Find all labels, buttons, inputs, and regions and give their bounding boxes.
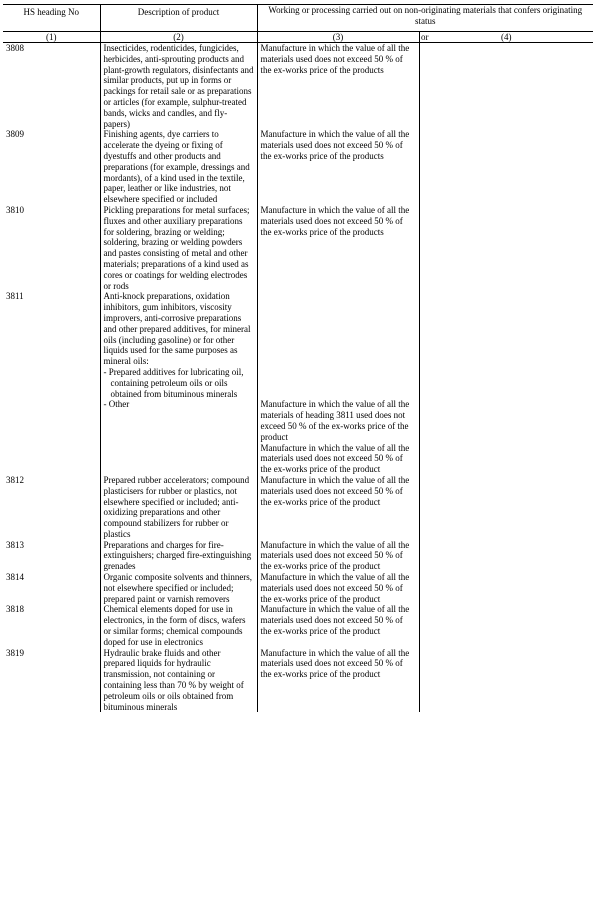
product-description: Hydraulic brake fluids and other prepared liquids for hydraulic transmission, not containing or containing less than 70 % by weight of petroleum oils or oils obtained from bituminous minerals [100,648,257,713]
hs-code: 3812 [6,474,24,485]
table-row [3,129,593,205]
alternative-rule [419,604,593,647]
origin-rules-table [3,4,593,712]
table-row [3,604,593,647]
hs-code: 3813 [6,539,24,550]
alternative-rule [419,205,593,291]
subitem-description: - Prepared additives for lubricating oil, containing petroleum oils or oils obtained from bituminous minerals [103,366,244,399]
column-number-4: (4) [419,32,593,43]
table-row [3,205,593,291]
subitem-description: - Other [103,399,130,410]
column-number-row [3,32,593,43]
processing-rule [257,291,419,475]
spacer [261,291,416,399]
processing-rule: Manufacture in which the value of all the materials used does not exceed 50 % of the ex-works price of the products [257,129,419,205]
hs-code: 3809 [6,129,24,140]
processing-rule: Manufacture in which the value of all the materials used does not exceed 50 % of the ex-works price of the product [257,540,419,572]
header-description: Description of product [100,5,257,32]
processing-rule: Manufacture in which the value of all the materials used does not exceed 50 % of the ex-works price of the product [257,648,419,713]
product-description: Prepared rubber accelerators; compound plasticisers for rubber or plastics, not elsewhere specified or included; anti-oxidizing preparations and other compound stabilizers for rubber or plastics [100,475,257,540]
product-description: Insecticides, rodenticides, fungicides, herbicides, anti-sprouting products and plant-growth regulators, disinfectants and similar products, put up in forms or packings for retail sale or as preparations or articles (for example, sulphur-treated bands, wicks and candles, and fly-papers) [100,43,257,130]
header-row [3,5,593,32]
processing-rule: Manufacture in which the value of all the materials used does not exceed 50 % of the ex-works price of the product [257,475,419,540]
hs-code: 3811 [6,291,24,302]
alternative-rule [419,572,593,604]
column-number-1: (1) [3,32,100,43]
hs-code: 3810 [6,204,24,215]
table-row [3,43,593,130]
processing-rule: Manufacture in which the value of all the materials used does not exceed 50 % of the ex-works price of the products [257,43,419,130]
column-number-2: (2) [100,32,257,43]
hs-code: 3819 [6,647,24,658]
product-description: Preparations and charges for fire-extinguishers; charged fire-extinguishing grenades [100,540,257,572]
alternative-rule [419,291,593,475]
table-row [3,475,593,540]
product-description: Finishing agents, dye carriers to accelerate the dyeing or fixing of dyestuffs and other products and preparations (for example, dressings and mordants), of a kind used in the textile, paper, leather or like industries, not elsewhere specified or included [100,129,257,205]
product-description: Chemical elements doped for use in electronics, in the form of discs, wafers or similar forms; chemical compounds doped for use in electronics [100,604,257,647]
processing-rule: Manufacture in which the value of all the materials used does not exceed 50 % of the ex-works price of the product [257,572,419,604]
alternative-rule [419,540,593,572]
table-row [3,572,593,604]
table-row [3,540,593,572]
alternative-rule [419,43,593,130]
or-label: or [421,32,429,42]
header-hs-heading: HS heading No [3,5,100,32]
product-description-main: Anti-knock preparations, oxidation inhibitors, gum inhibitors, viscosity improvers, anti-corrosive preparations and other prepared additives, for mineral oils (including gasoline) or for other liquids used for the same purposes as mineral oils: [103,291,251,367]
processing-rule: Manufacture in which the value of all the materials used does not exceed 50 % of the ex-works price of the product [257,604,419,647]
hs-code: 3814 [6,572,24,583]
subitem-processing-rule: Manufacture in which the value of all the materials used does not exceed 50 % of the ex-works price of the product [260,442,410,475]
table-row [3,648,593,713]
product-description: Pickling preparations for metal surfaces; fluxes and other auxiliary preparations for soldering, brazing or welding; soldering, brazing or welding powders and pastes consisting of metal and other materials; preparations of a kind used as cores or coatings for welding electrodes or rods [100,205,257,291]
subitem-processing-rule: Manufacture in which the value of all the materials of heading 3811 used does not exceed 50 % of the ex-works price of the product [260,399,410,442]
alternative-rule [419,129,593,205]
processing-rule: Manufacture in which the value of all the materials used does not exceed 50 % of the ex-works price of the products [257,205,419,291]
column-number-3 [257,32,429,43]
table-row [3,291,593,475]
product-description [100,291,257,475]
hs-code: 3818 [6,604,24,615]
alternative-rule [419,475,593,540]
column-number-3-label: (3) [332,32,344,42]
hs-code: 3808 [6,43,24,53]
alternative-rule [419,648,593,713]
header-working-processing: Working or processing carried out on non-originating materials that confers originating status [257,5,593,32]
product-description: Organic composite solvents and thinners, not elsewhere specified or included; prepared paint or varnish removers [100,572,257,604]
